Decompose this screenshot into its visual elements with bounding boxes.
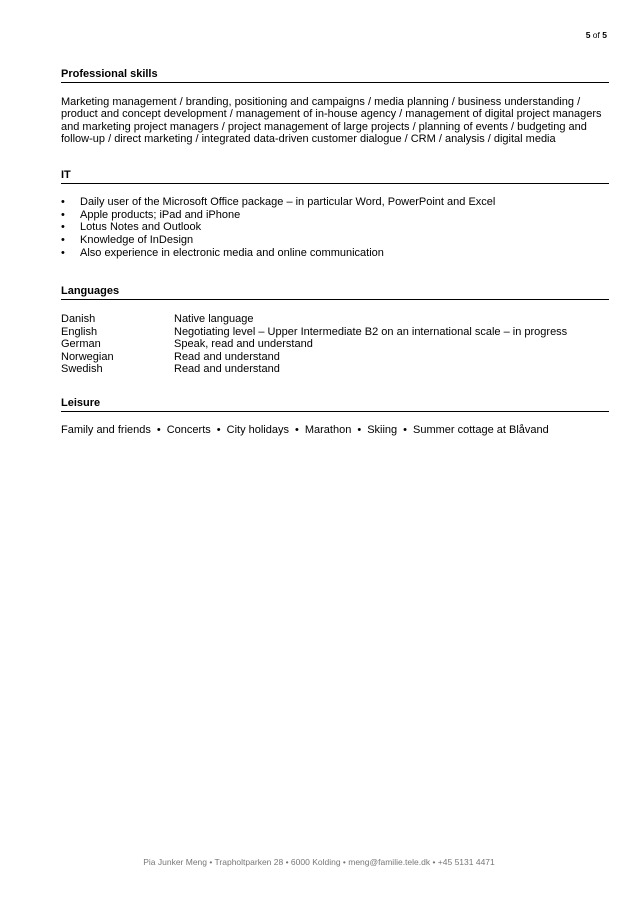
leisure-list: [61, 424, 609, 437]
list-item: • Daily user of the Microsoft Office package – in particular Word, PowerPoint and Excel: [61, 196, 609, 209]
language-name: English: [61, 325, 98, 338]
language-row: [61, 326, 609, 339]
leisure-separator: •: [357, 424, 362, 436]
page-current: 5: [585, 30, 591, 40]
languages-table: [61, 313, 609, 376]
leisure-separator: •: [403, 424, 408, 436]
professional-skills-heading: Professional skills: [61, 68, 609, 83]
language-level: Read and understand: [174, 350, 280, 363]
leisure-item: Concerts: [166, 424, 211, 436]
languages-section: [61, 285, 609, 376]
leisure-item: Summer cottage at Blåvand: [413, 424, 549, 436]
it-list: [61, 196, 609, 260]
page-of-label: of: [592, 30, 600, 40]
language-row: [61, 351, 609, 364]
leisure-separator: •: [156, 424, 161, 436]
footer-contact: Pia Junker Meng • Trapholtparken 28 • 6000 Kolding • meng@familie.tele.dk • +45 5131 4471: [143, 857, 495, 867]
leisure-item: Family and friends: [61, 424, 151, 436]
leisure-item: Marathon: [304, 424, 352, 436]
page-number: [586, 30, 607, 40]
leisure-separator: •: [216, 424, 221, 436]
languages-heading: Languages: [61, 285, 609, 300]
professional-skills-text: Marketing management / branding, positioning and campaigns / media planning / business understanding / product and concept development / management of in-house agency / management of digital project managers and marketing project managers / project management of large projects / planning of events / budgeting and follow-up / direct marketing / integrated data-driven customer dialogue / CRM / analysis / digital media: [61, 96, 602, 146]
leisure-separator: •: [294, 424, 299, 436]
language-level: Negotiating level – Upper Intermediate B2 on an international scale – in progress: [174, 325, 568, 338]
list-item: • Also experience in electronic media and online communication: [61, 247, 609, 260]
it-heading: IT: [61, 169, 609, 184]
professional-skills-section: [61, 68, 609, 146]
language-row: [61, 313, 609, 326]
it-section: [61, 169, 609, 260]
language-level: Read and understand: [174, 363, 280, 376]
language-level: Native language: [174, 313, 254, 325]
language-name: Danish: [61, 313, 96, 325]
language-name: Norwegian: [61, 350, 114, 363]
leisure-heading: Leisure: [61, 397, 609, 412]
page-total: 5: [602, 30, 607, 40]
language-row: [61, 363, 609, 376]
leisure-item: City holidays: [226, 424, 289, 436]
language-level: Speak, read and understand: [174, 338, 313, 351]
language-name: Swedish: [61, 363, 103, 376]
language-name: German: [61, 338, 101, 351]
language-row: [61, 338, 609, 351]
leisure-item: Skiing: [367, 424, 398, 436]
list-item: • Knowledge of InDesign: [61, 234, 609, 247]
leisure-section: [61, 397, 609, 437]
list-item: • Lotus Notes and Outlook: [61, 221, 609, 234]
list-item: • Apple products; iPad and iPhone: [61, 209, 609, 222]
